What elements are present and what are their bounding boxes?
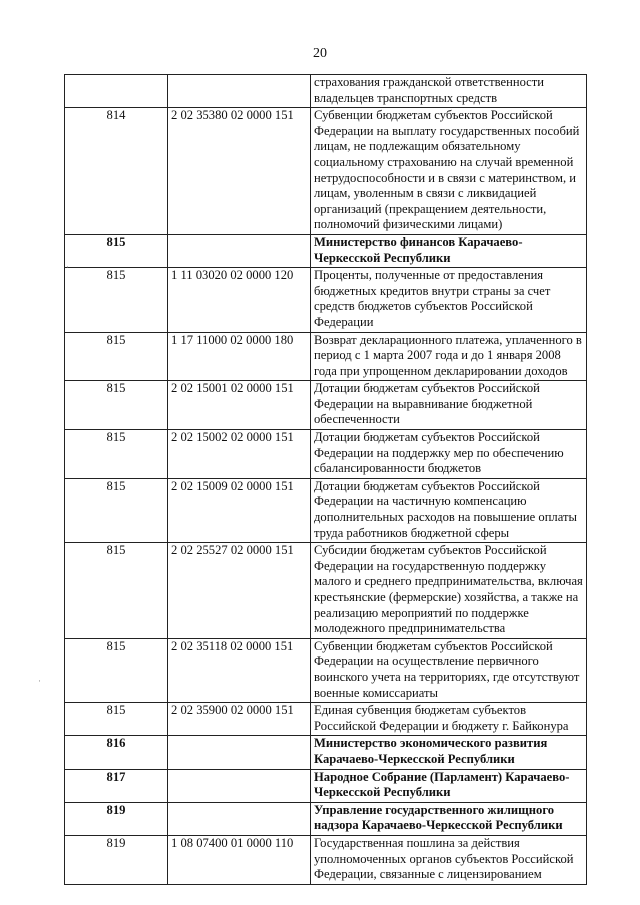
table-row [65, 638, 587, 702]
table-row [65, 108, 587, 235]
table-row-section-header [65, 234, 587, 267]
revenue-description-cell: Дотации бюджетам субъектов Российской Федерации на поддержку мер по обеспечению сбалансированности бюджетов [311, 430, 587, 479]
admin-code-cell: 815 [65, 430, 168, 479]
admin-code-cell: 816 [65, 736, 168, 769]
budget-class-code-cell: 1 08 07400 01 0000 110 [168, 835, 311, 884]
revenue-description-cell: Субвенции бюджетам субъектов Российской Федерации на осуществление первичного воинского учета на территориях, где отсутствуют военные комиссариаты [311, 638, 587, 702]
admin-code-cell: 815 [65, 638, 168, 702]
budget-class-code-cell: 2 02 15002 02 0000 151 [168, 430, 311, 479]
revenue-description-cell: Возврат декларационного платежа, уплаченного в период с 1 марта 2007 года и до 1 января 2008 года при упрощенном декларировании доходов [311, 332, 587, 381]
table-row [65, 835, 587, 884]
table-row-section-header [65, 802, 587, 835]
revenue-description-cell: Управление государственного жилищного надзора Карачаево-Черкесской Республики [311, 802, 587, 835]
revenue-description-cell: Государственная пошлина за действия уполномоченных органов субъектов Российской Федерации, связанные с лицензированием [311, 835, 587, 884]
revenue-description-cell: Народное Собрание (Парламент) Карачаево-Черкесской Республики [311, 769, 587, 802]
table-row-section-header [65, 769, 587, 802]
budget-class-code-cell [168, 769, 311, 802]
revenue-description-cell: Дотации бюджетам субъектов Российской Федерации на частичную компенсацию дополнительных расходов на повышение оплаты труда работников бюджетной сферы [311, 478, 587, 542]
revenue-description-cell: Министерство экономического развития Карачаево-Черкесской Республики [311, 736, 587, 769]
table-row [65, 703, 587, 736]
budget-class-code-cell [168, 802, 311, 835]
table-row [65, 75, 587, 108]
admin-code-cell: 819 [65, 802, 168, 835]
table-row [65, 381, 587, 430]
table-row [65, 478, 587, 542]
revenue-description-cell: Субсидии бюджетам субъектов Российской Федерации на государственную поддержку малого и среднего предпринимательства, включая крестьянские (фермерские) хозяйства, а также на реализацию мероприятий по поддержке молодежного предпринимательства [311, 543, 587, 639]
table-row-section-header [65, 736, 587, 769]
admin-code-cell: 814 [65, 108, 168, 235]
scan-speck-mark: · [38, 676, 41, 686]
budget-class-code-cell: 2 02 15001 02 0000 151 [168, 381, 311, 430]
budget-class-code-cell [168, 75, 311, 108]
table-row [65, 430, 587, 479]
admin-code-cell: 815 [65, 478, 168, 542]
budget-class-code-cell: 1 11 03020 02 0000 120 [168, 268, 311, 332]
admin-code-cell: 815 [65, 332, 168, 381]
table-body [65, 75, 587, 885]
budget-class-code-cell: 2 02 35118 02 0000 151 [168, 638, 311, 702]
revenue-description-cell: Проценты, полученные от предоставления бюджетных кредитов внутри страны за счет средств бюджетов субъектов Российской Федерации [311, 268, 587, 332]
admin-code-cell: 817 [65, 769, 168, 802]
revenue-codes-table [64, 74, 587, 885]
page-number: 20 [313, 46, 327, 61]
admin-code-cell: 815 [65, 703, 168, 736]
budget-class-code-cell: 2 02 25527 02 0000 151 [168, 543, 311, 639]
admin-code-cell: 815 [65, 234, 168, 267]
budget-class-code-cell: 1 17 11000 02 0000 180 [168, 332, 311, 381]
table-row [65, 332, 587, 381]
table-row [65, 543, 587, 639]
admin-code-cell: 815 [65, 543, 168, 639]
revenue-description-cell: Единая субвенция бюджетам субъектов Российской Федерации и бюджету г. Байконура [311, 703, 587, 736]
budget-class-code-cell: 2 02 15009 02 0000 151 [168, 478, 311, 542]
admin-code-cell: 815 [65, 268, 168, 332]
budget-class-code-cell [168, 234, 311, 267]
budget-class-code-cell [168, 736, 311, 769]
scan-speck-mark: · [66, 262, 69, 272]
revenue-description-cell: Министерство финансов Карачаево-Черкесской Республики [311, 234, 587, 267]
admin-code-cell: 819 [65, 835, 168, 884]
table-row [65, 268, 587, 332]
budget-class-code-cell: 2 02 35380 02 0000 151 [168, 108, 311, 235]
revenue-description-cell: Дотации бюджетам субъектов Российской Федерации на выравнивание бюджетной обеспеченности [311, 381, 587, 430]
revenue-description-cell: Субвенции бюджетам субъектов Российской Федерации на выплату государственных пособий лицам, не подлежащим обязательному социальному страхованию на случай временной нетрудоспособности и в связи с материнством, и лицам, уволенным в связи с ликвидацией организаций (прекращением деятельности, полномочий физическими лицами) [311, 108, 587, 235]
admin-code-cell: 815 [65, 381, 168, 430]
revenue-description-cell: страхования гражданской ответственности владельцев транспортных средств [311, 75, 587, 108]
budget-class-code-cell: 2 02 35900 02 0000 151 [168, 703, 311, 736]
admin-code-cell [65, 75, 168, 108]
